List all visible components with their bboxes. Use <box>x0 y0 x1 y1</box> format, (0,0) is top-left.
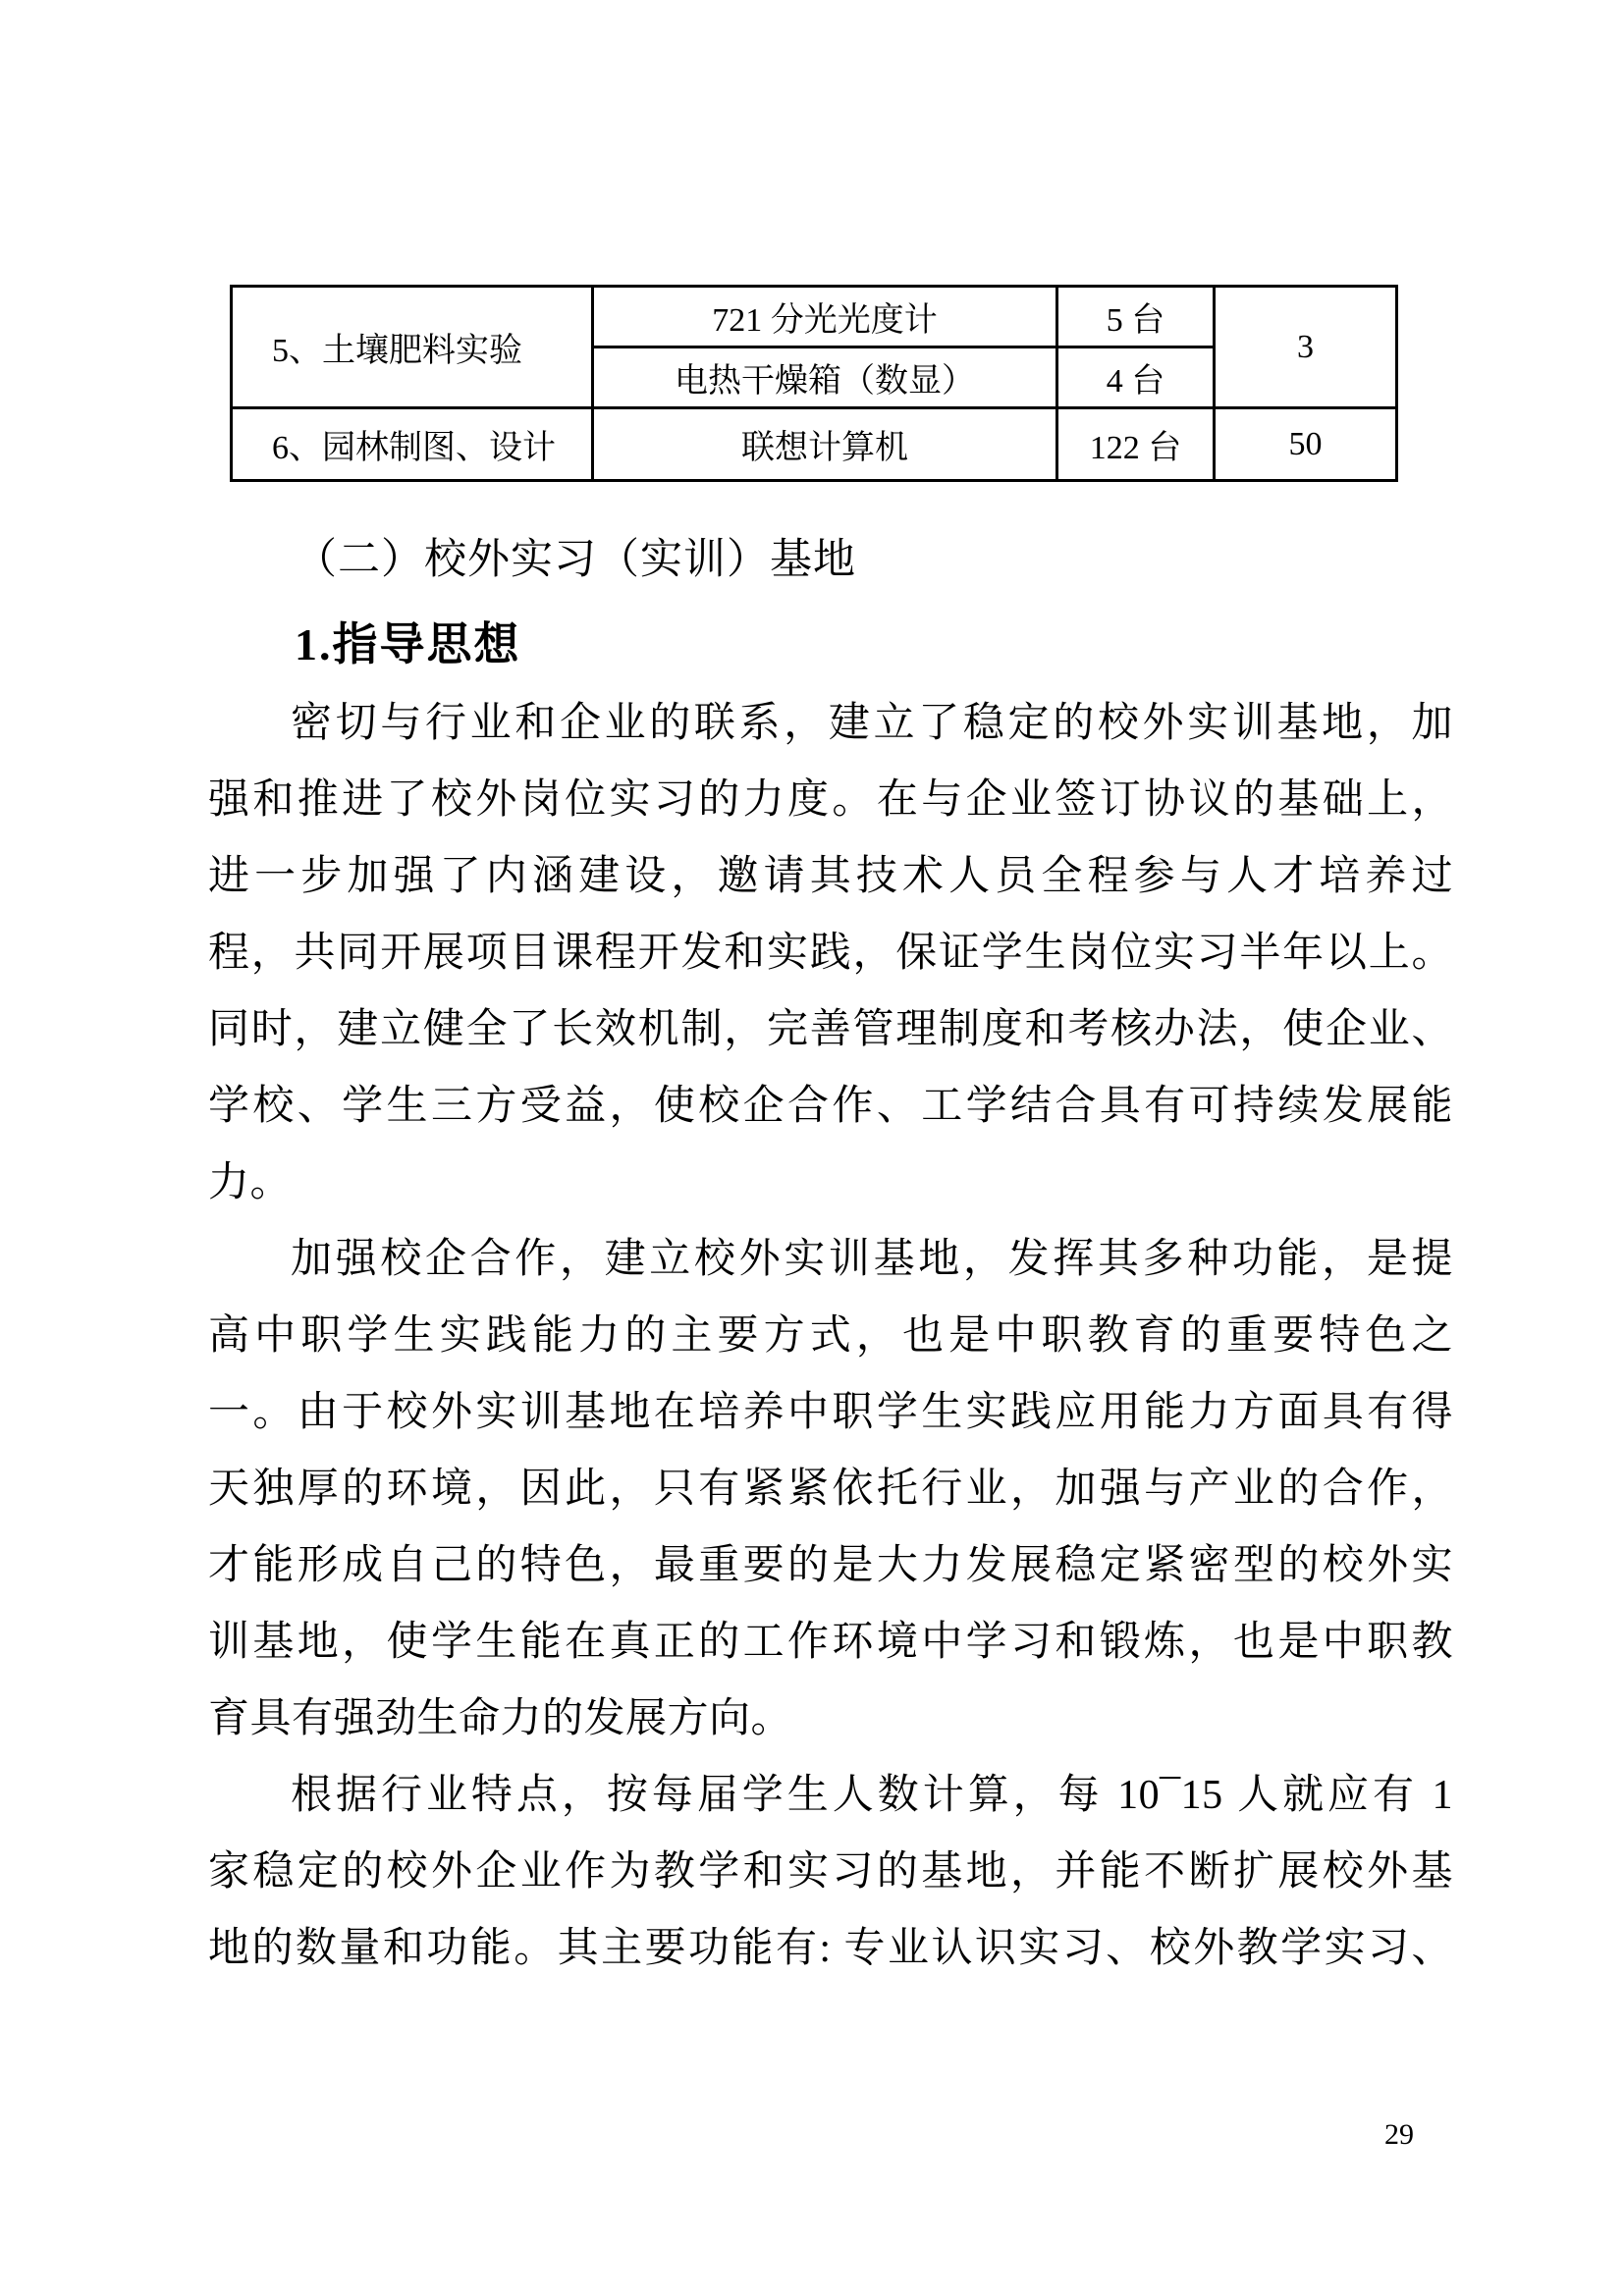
body-line: 同时，建立健全了长效机制，完善管理制度和考核办法，使企业、 <box>208 1007 1453 1052</box>
body-line: 根据行业特点，按每届学生人数计算，每 10¯15 人就应有 1 <box>291 1773 1453 1818</box>
body-line: 力。 <box>208 1160 293 1205</box>
body-line: 进一步加强了内涵建设，邀请其技术人员全程参与人才培养过 <box>208 854 1453 899</box>
body-line: 学校、学生三方受益，使校企合作、工学结合具有可持续发展能 <box>208 1084 1453 1129</box>
section-heading: （二）校外实习（实训）基地 <box>295 537 856 583</box>
page-number: 29 <box>1384 2118 1414 2151</box>
body-line: 天独厚的环境，因此，只有紧紧依托行业，加强与产业的合作， <box>208 1467 1453 1512</box>
table-cell-lab-name-6: 6、园林制图、设计 <box>232 408 593 481</box>
body-line: 高中职学生实践能力的主要方式，也是中职教育的重要特色之 <box>208 1313 1453 1359</box>
body-line: 训基地，使学生能在真正的工作环境中学习和锻炼，也是中职教 <box>208 1620 1453 1665</box>
body-text <box>208 685 1453 1987</box>
paragraph-3 <box>208 1757 1453 1987</box>
table-cell-value-3: 50 <box>1215 408 1397 481</box>
body-line: 程，共同开展项目课程开发和实践，保证学生岗位实习半年以上。 <box>208 931 1453 976</box>
equipment-table <box>230 285 1398 482</box>
paragraph-2 <box>208 1221 1453 1757</box>
table-cell-equipment-2: 电热干燥箱（数显） <box>593 347 1057 408</box>
subsection-heading: 1.指导思想 <box>295 619 521 669</box>
body-line: 一。由于校外实训基地在培养中职学生实践应用能力方面具有得 <box>208 1390 1453 1435</box>
body-line: 育具有强劲生命力的发展方向。 <box>208 1696 793 1741</box>
table-cell-quantity-2: 4 台 <box>1057 347 1215 408</box>
table-cell-equipment-1: 721 分光光度计 <box>593 287 1057 347</box>
body-line: 家稳定的校外企业作为教学和实习的基地，并能不断扩展校外基 <box>208 1849 1453 1895</box>
body-line: 强和推进了校外岗位实习的力度。在与企业签订协议的基础上， <box>208 777 1453 823</box>
table-cell-quantity-1: 5 台 <box>1057 287 1215 347</box>
paragraph-1 <box>208 685 1453 1221</box>
body-line: 加强校企合作，建立校外实训基地，发挥其多种功能，是提 <box>291 1237 1453 1282</box>
table-cell-lab-name-5: 5、土壤肥料实验 <box>232 287 593 408</box>
table-cell-equipment-3: 联想计算机 <box>593 408 1057 481</box>
table-cell-value-1: 3 <box>1215 287 1397 408</box>
body-line: 才能形成自己的特色，最重要的是大力发展稳定紧密型的校外实 <box>208 1543 1453 1588</box>
table-cell-quantity-3: 122 台 <box>1057 408 1215 481</box>
body-line: 地的数量和功能。其主要功能有: 专业认识实习、校外教学实习、 <box>208 1926 1453 1971</box>
body-line: 密切与行业和企业的联系，建立了稳定的校外实训基地，加 <box>291 701 1453 746</box>
